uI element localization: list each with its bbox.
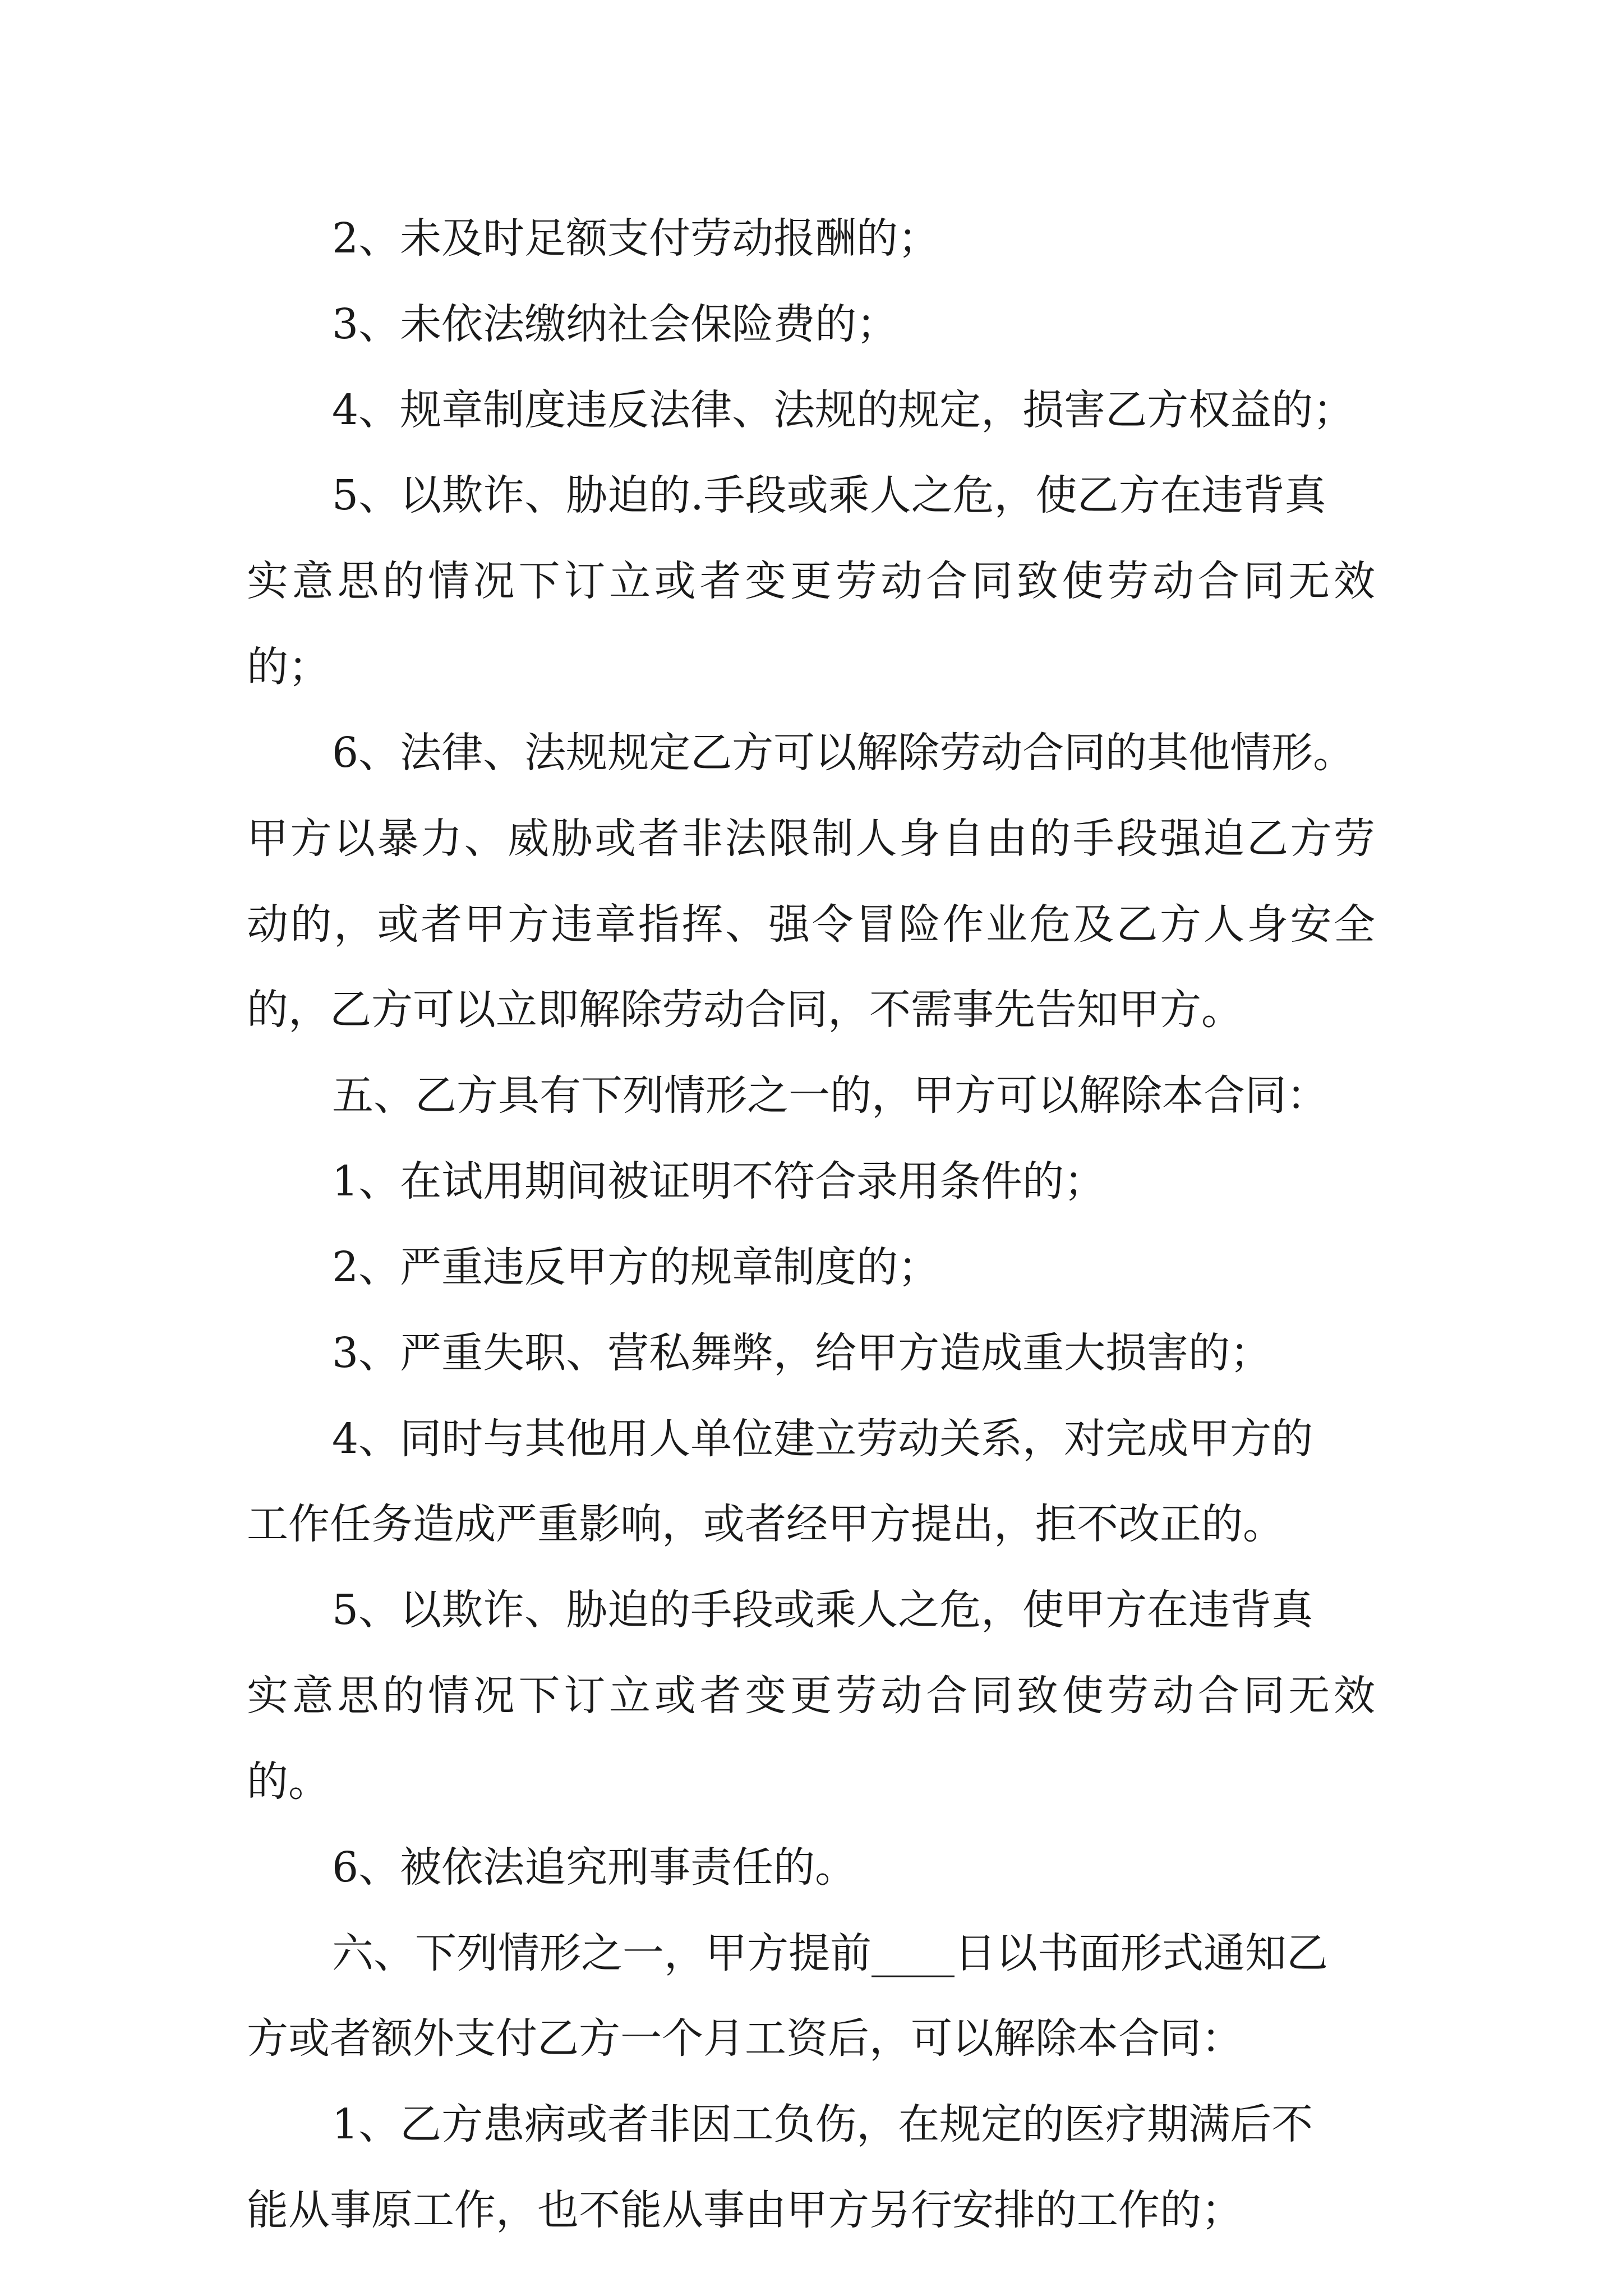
text-line: 工作任务造成严重影响，或者经甲方提出，拒不改正的。 — [247, 1500, 1284, 1548]
text-line: 2、未及时足额支付劳动报酬的； — [332, 214, 940, 263]
text-line: 的，乙方可以立即解除劳动合同，不需事先告知甲方。 — [247, 986, 1243, 1034]
text-line: 实意思的情况下订立或者变更劳动合同致使劳动合同无效 — [247, 557, 1375, 605]
text-line: 4、规章制度违反法律、法规的规定，损害乙方权益的； — [332, 386, 1355, 434]
text-line: 的； — [247, 643, 330, 691]
text-line: 5、以欺诈、胁迫的手段或乘人之危，使甲方在违背真 — [332, 1586, 1313, 1634]
text-line: 实意思的情况下订立或者变更劳动合同致使劳动合同无效 — [247, 1672, 1375, 1720]
text-line: 6、法律、法规规定乙方可以解除劳动合同的其他情形。 — [332, 729, 1355, 777]
text-line: 的。 — [247, 1757, 330, 1806]
text-line: 5、以欺诈、胁迫的.手段或乘人之危，使乙方在违背真 — [332, 471, 1326, 519]
text-line: 2、严重违反甲方的规章制度的； — [332, 1243, 940, 1291]
text-line: 动的，或者甲方违章指挥、强令冒险作业危及乙方人身安全 — [247, 900, 1375, 949]
text-line: 1、乙方患病或者非因工负伤，在规定的医疗期满后不 — [332, 2100, 1313, 2148]
text-line: 1、在试用期间被证明不符合录用条件的； — [332, 1157, 1106, 1205]
text-line: 4、同时与其他用人单位建立劳动关系，对完成甲方的 — [332, 1415, 1313, 1463]
text-line: 能从事原工作，也不能从事由甲方另行安排的工作的； — [247, 2186, 1243, 2234]
text-line: 3、严重失职、营私舞弊，给甲方造成重大损害的； — [332, 1329, 1272, 1377]
text-line: 甲方以暴力、威胁或者非法限制人身自由的手段强迫乙方劳 — [247, 815, 1375, 863]
text-line: 6、被依法追究刑事责任的。 — [332, 1843, 857, 1892]
text-line: 方或者额外支付乙方一个月工资后，可以解除本合同： — [247, 2014, 1243, 2063]
text-line: 3、未依法缴纳社会保险费的； — [332, 300, 898, 348]
section-heading: 五、乙方具有下列情形之一的，甲方可以解除本合同： — [332, 1071, 1328, 1120]
section-heading: 六、下列情形之一，甲方提前____日以书面形式通知乙 — [332, 1929, 1328, 1977]
